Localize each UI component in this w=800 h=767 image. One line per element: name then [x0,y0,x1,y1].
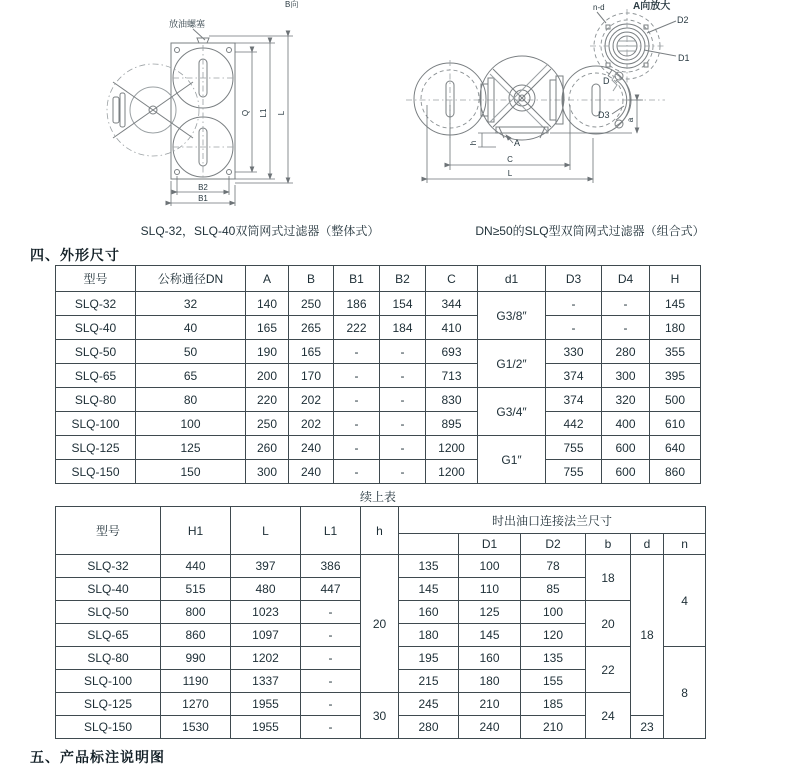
table-row [56,388,701,412]
table-cell: 480 [231,578,301,601]
figures-row [0,0,800,216]
table-cell: 30 [361,693,399,739]
col-header: H [650,266,701,292]
table-cell: 990 [161,647,231,670]
table-cell: G1/2″ [478,340,546,388]
table-row [56,364,701,388]
col-header: L [231,507,301,555]
table-row [56,412,701,436]
col-header: 公称通径DN [136,266,246,292]
view-a-label: A [514,138,521,148]
table-cell: SLQ-50 [56,340,136,364]
table-cell: - [301,624,361,647]
table-cell: 800 [161,601,231,624]
table-cell: 250 [246,412,289,436]
table-cell: 85 [521,578,586,601]
table-cell: 165 [246,316,289,340]
table-cell: 447 [301,578,361,601]
section-heading-next: 五、产品标注说明图 [30,749,165,765]
table-cell: 210 [521,716,586,739]
table-cell: 18 [631,555,664,716]
table-cell: 100 [459,555,521,578]
table-cell: 78 [521,555,586,578]
table-cell: 330 [546,340,602,364]
table-cell: 1955 [231,716,301,739]
table-header-row [56,507,706,534]
table-cell: 20 [586,601,631,647]
table-cell: 397 [231,555,301,578]
group-header-flange: 时出油口连接法兰尺寸 [399,507,706,534]
table-cell: SLQ-65 [56,364,136,388]
table-cell: - [334,340,380,364]
table-cell: 40 [136,316,246,340]
col-header: h [361,507,399,555]
table-cell: 100 [521,601,586,624]
table-cell: 1097 [231,624,301,647]
table-cell: - [546,316,602,340]
dim-h-label: h [469,140,478,146]
table-cell: - [301,601,361,624]
table-cell: 165 [289,340,334,364]
table-cell: 830 [426,388,478,412]
table-cell: 713 [426,364,478,388]
table-cell: 355 [650,340,701,364]
dim-l-label: L [277,110,286,116]
table-cell: 374 [546,388,602,412]
col-header: n [664,534,706,555]
table-cell: - [334,364,380,388]
figure-combined-filter-drawing [400,0,710,216]
table-cell: 755 [546,436,602,460]
col-header: B1 [334,266,380,292]
table-cell: 515 [161,578,231,601]
table-cell: SLQ-100 [56,670,161,693]
table-cell: 186 [334,292,380,316]
dim-a-label: a [626,117,635,123]
table-cell: 640 [650,436,701,460]
label-n-d: n-d [593,3,605,12]
table-cell: G3/4″ [478,388,546,436]
label-d3: D3 [598,110,610,120]
caption-combined-type: DN≥50的SLQ型双筒网式过滤器（组合式） [475,224,705,238]
col-header: B [289,266,334,292]
col-header: b [586,534,631,555]
col-header: 型号 [56,266,136,292]
table-cell: SLQ-50 [56,601,161,624]
table-cell: 18 [586,555,631,601]
dim-q-label: Q [241,109,250,117]
table-cell: 100 [136,412,246,436]
detail-title: A向放大 [633,1,671,12]
table-cell: 240 [459,716,521,739]
table-cell: G1″ [478,436,546,484]
table-row [56,460,701,484]
table-cell: - [380,460,426,484]
table-cell: 1190 [161,670,231,693]
label-d: D [603,76,610,86]
table-cell: 145 [459,624,521,647]
dim-c-label: C [507,155,513,164]
table-cell: 20 [361,555,399,693]
table-cell: - [301,647,361,670]
table-cell: 600 [602,436,650,460]
table-cell: SLQ-65 [56,624,161,647]
table-cell: - [380,412,426,436]
table-cell: SLQ-100 [56,412,136,436]
dimensions-table [55,265,701,484]
col-header: D2 [521,534,586,555]
continued-table-note: 续上表 [360,490,397,504]
table-cell: SLQ-32 [56,292,136,316]
table-cell: 240 [289,436,334,460]
table-cell: 180 [650,316,701,340]
table-cell: 120 [521,624,586,647]
table-cell: 300 [602,364,650,388]
table-cell: 265 [289,316,334,340]
table-cell: 400 [602,412,650,436]
col-header: D4 [602,266,650,292]
table-cell: 1337 [231,670,301,693]
table-cell: 154 [380,292,426,316]
col-header [399,534,459,555]
col-header: A [246,266,289,292]
label-d1: D1 [678,53,690,63]
table-cell: 135 [521,647,586,670]
col-header: 型号 [56,507,161,555]
table-cell: 50 [136,340,246,364]
table-cell: - [301,670,361,693]
table-cell: 260 [246,436,289,460]
table-cell: 22 [586,647,631,693]
table-cell: 195 [399,647,459,670]
table-cell: SLQ-32 [56,555,161,578]
table-cell: 1200 [426,460,478,484]
table-cell: 386 [301,555,361,578]
label-d2: D2 [677,15,689,25]
table-row [56,555,706,578]
table-row [56,316,701,340]
col-header: L1 [301,507,361,555]
table-cell: SLQ-125 [56,436,136,460]
table-cell: 180 [459,670,521,693]
table-cell: 23 [631,716,664,739]
table-cell: SLQ-80 [56,647,161,670]
table-cell: 410 [426,316,478,340]
dim-b2-label: B2 [198,183,208,192]
table-cell: 755 [546,460,602,484]
table-cell: G3/8″ [478,292,546,340]
table-cell: SLQ-150 [56,460,136,484]
table-cell: 220 [246,388,289,412]
table-cell: - [380,340,426,364]
table-cell: 65 [136,364,246,388]
table-cell: 610 [650,412,701,436]
table-cell: 344 [426,292,478,316]
table-cell: 600 [602,460,650,484]
table-cell: 1955 [231,693,301,716]
table-cell: SLQ-40 [56,316,136,340]
table-cell: 125 [459,601,521,624]
table-row [56,693,706,716]
flange-dimensions-table [55,506,706,739]
drain-plug-label: 放油螺塞 [169,19,206,29]
table-cell: 190 [246,340,289,364]
table-cell: 110 [459,578,521,601]
table-cell: 1202 [231,647,301,670]
table-cell: 135 [399,555,459,578]
caption-integral-type: SLQ-32，SLQ-40双筒网式过滤器（整体式） [140,224,380,238]
dim-l2-label: L [507,169,513,178]
table-cell: SLQ-40 [56,578,161,601]
table-cell: 4 [664,555,706,647]
table-cell: 184 [380,316,426,340]
table-cell: 150 [136,460,246,484]
dim-b1-label: B1 [198,194,208,203]
col-header: C [426,266,478,292]
table-cell: - [301,693,361,716]
table-cell: 32 [136,292,246,316]
table-cell: 280 [602,340,650,364]
table-cell: 160 [399,601,459,624]
table-cell: 210 [459,693,521,716]
table-cell: 200 [246,364,289,388]
col-header: d [631,534,664,555]
table-cell: 280 [399,716,459,739]
table-cell: 8 [664,647,706,739]
table-cell: 1530 [161,716,231,739]
table-cell: 80 [136,388,246,412]
table-cell: 860 [161,624,231,647]
table-cell: - [334,388,380,412]
table-cell: 440 [161,555,231,578]
table-cell: - [301,716,361,739]
table-cell: 180 [399,624,459,647]
table-cell: SLQ-150 [56,716,161,739]
table-cell: - [602,316,650,340]
table-cell: 240 [289,460,334,484]
table-cell: 250 [289,292,334,316]
table-row [56,436,701,460]
table-cell: 860 [650,460,701,484]
table-cell: 125 [136,436,246,460]
table-cell: - [334,460,380,484]
table-row [56,292,701,316]
table-cell: 202 [289,412,334,436]
table-cell: - [546,292,602,316]
dim-l1-label: L1 [259,108,268,118]
table-cell: 245 [399,693,459,716]
section-heading-dimensions: 四、外形尺寸 [30,247,120,263]
figure-integral-filter-drawing [95,0,320,216]
table-cell: 170 [289,364,334,388]
table-cell: 395 [650,364,701,388]
col-header: H1 [161,507,231,555]
table-row [56,340,701,364]
table-cell: - [602,292,650,316]
table-cell: 1270 [161,693,231,716]
table-cell: - [380,364,426,388]
table-cell: SLQ-125 [56,693,161,716]
col-header: d1 [478,266,546,292]
table-cell: 24 [586,693,631,739]
table-cell: 1023 [231,601,301,624]
table-cell: 155 [521,670,586,693]
table-cell: 442 [546,412,602,436]
table-header-row [56,266,701,292]
col-header: B2 [380,266,426,292]
table-cell: 1200 [426,436,478,460]
table-cell: 140 [246,292,289,316]
table-cell: - [334,412,380,436]
table-cell: 300 [246,460,289,484]
table-cell: 895 [426,412,478,436]
table-cell: 215 [399,670,459,693]
table-cell: 500 [650,388,701,412]
table-cell: - [380,388,426,412]
table-cell: 320 [602,388,650,412]
table-cell: 374 [546,364,602,388]
table-cell: SLQ-80 [56,388,136,412]
col-header: D1 [459,534,521,555]
view-b-label: B向 [285,0,299,9]
col-header: D3 [546,266,602,292]
table-cell: 222 [334,316,380,340]
table-cell: 185 [521,693,586,716]
table-cell: 145 [650,292,701,316]
table-cell: - [380,436,426,460]
table-cell: 202 [289,388,334,412]
table-cell: 145 [399,578,459,601]
table-cell: - [334,436,380,460]
table-cell: 160 [459,647,521,670]
table-cell: 693 [426,340,478,364]
